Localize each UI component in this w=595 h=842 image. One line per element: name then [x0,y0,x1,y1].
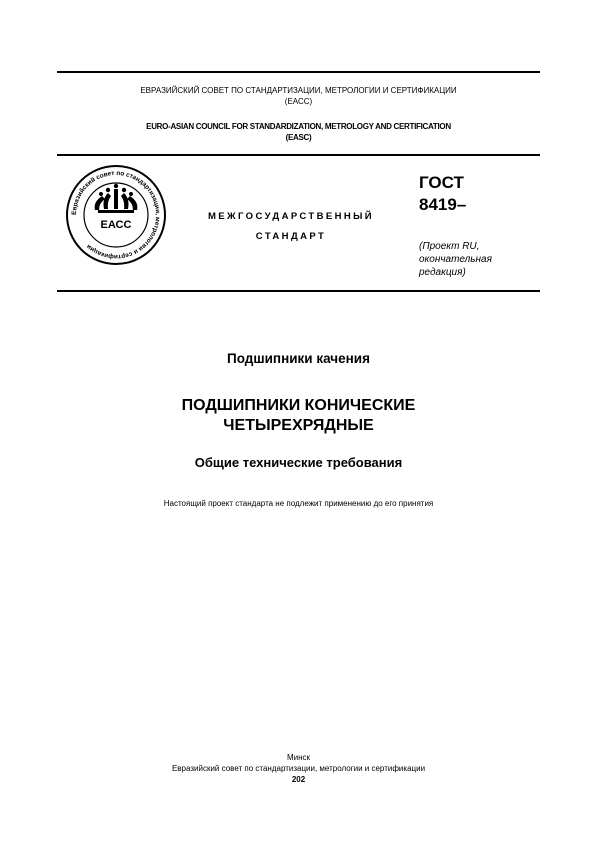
council-abbr-ru: (ЕАСС) [284,97,313,106]
standard-kind-line2: СТАНДАРТ [255,231,327,242]
title-group: Подшипники качения [227,351,370,366]
project-status [419,240,492,279]
footer-city: Минск [286,753,311,762]
logo-text: ЕАСС [100,219,132,231]
logo-ring-text: Евразийский совет по стандартизации, метрологии и сертификации [70,169,162,261]
top-rule [57,71,540,73]
title-block-rule [57,290,540,292]
easc-logo-icon [64,163,168,267]
project-line1: (Проект RU, [419,241,480,252]
title-main-line1: ПОДШИПНИКИ КОНИЧЕСКИЕ [181,397,416,414]
title-main [57,396,540,436]
draft-notice: Настоящий проект стандарта не подлежит применению до его принятия [163,499,434,508]
project-line3: редакция) [419,267,466,278]
project-line2: окончательная [419,254,492,265]
title-main-line2: ЧЕТЫРЕХРЯДНЫЕ [223,417,374,434]
footer-publisher: Евразийский совет по стандартизации, метрологии и сертификации [171,764,426,773]
title-sub: Общие технические требования [194,455,403,470]
header-rule [57,154,540,156]
footer [57,752,540,785]
gost-label: ГОСТ [419,173,464,192]
council-abbr-en: (EASC) [285,133,312,142]
footer-year: 202 [291,775,306,784]
council-name-en: EURO-ASIAN COUNCIL FOR STANDARDIZATION, METROLOGY AND CERTIFICATION [146,122,451,131]
standard-kind-line1: МЕЖГОСУДАРСТВЕННЫЙ [207,211,375,222]
gost-number: 8419– [419,195,467,214]
council-name-ru: ЕВРАЗИЙСКИЙ СОВЕТ ПО СТАНДАРТИЗАЦИИ, МЕТРОЛОГИИ И СЕРТИФИКАЦИИ [140,86,457,95]
